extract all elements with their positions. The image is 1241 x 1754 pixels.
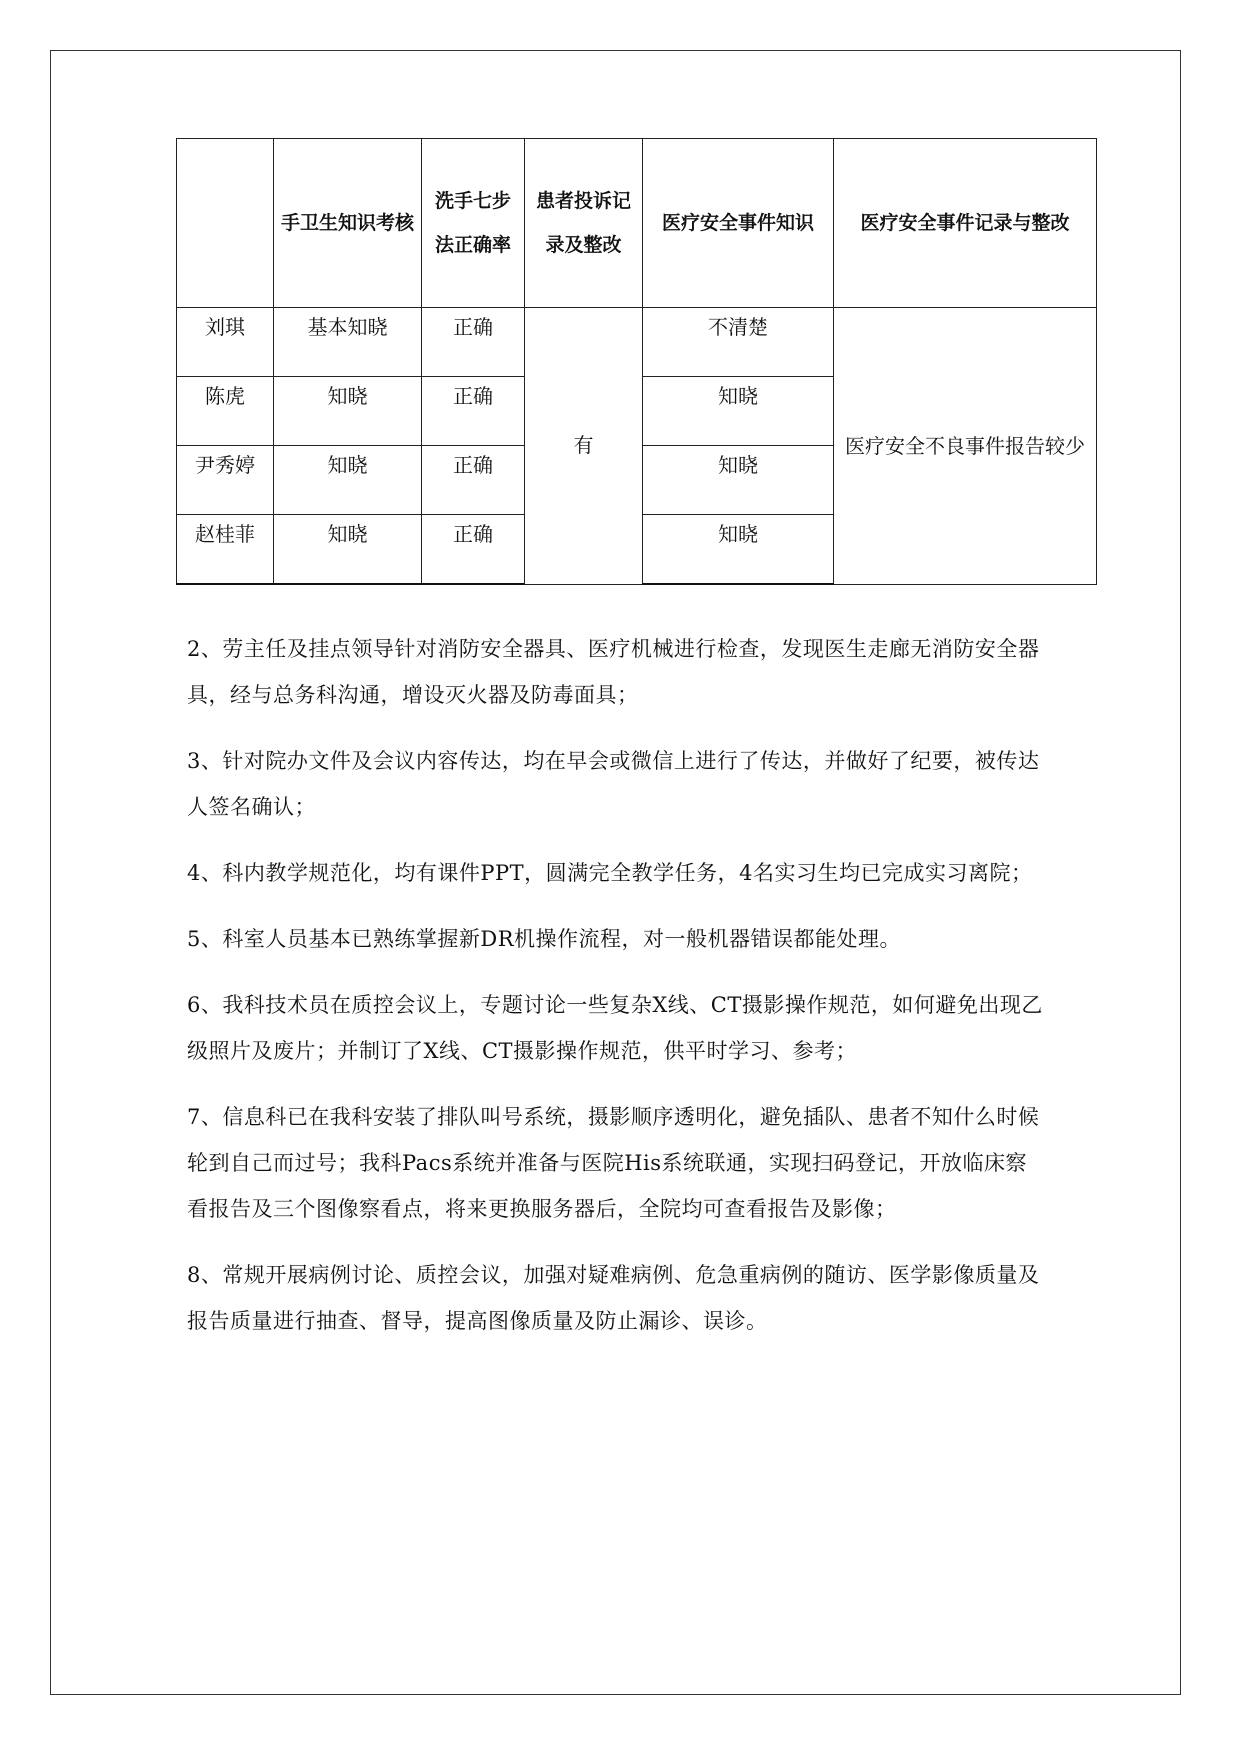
- report-item-4: 4、科内教学规范化，均有课件PPT，圆满完全教学任务，4名实习生均已完成实习离院；: [187, 861, 1033, 885]
- header-safety-knowledge: 医疗安全事件知识: [643, 139, 834, 308]
- assessment-table: [176, 138, 1097, 585]
- cell-hand-hygiene: 知晓: [274, 377, 422, 446]
- cell-safety-knowledge: 知晓: [643, 515, 834, 585]
- report-items: [187, 626, 1047, 1364]
- cell-safety-knowledge: 不清楚: [643, 308, 834, 377]
- report-item-2: 2、劳主任及挂点领导针对消防安全器具、医疗机械进行检查，发现医生走廊无消防安全器具，经与总务科沟通，增设灭火器及防毒面具；: [187, 637, 1040, 707]
- header-handwash-steps: 洗手七步法正确率: [422, 139, 525, 308]
- report-item-3: 3、针对院办文件及会议内容传达，均在早会或微信上进行了传达，并做好了纪要，被传达人签名确认；: [187, 749, 1040, 819]
- cell-hand-hygiene: 知晓: [274, 446, 422, 515]
- cell-name: 赵桂菲: [177, 515, 274, 585]
- cell-name: 尹秀婷: [177, 446, 274, 515]
- table-header-row: [177, 139, 1097, 308]
- cell-hand-hygiene: 知晓: [274, 515, 422, 585]
- cell-handwash: 正确: [422, 515, 525, 585]
- cell-complaints-merged: 有: [525, 308, 643, 585]
- header-hand-hygiene: 手卫生知识考核: [274, 139, 422, 308]
- cell-name: 刘琪: [177, 308, 274, 377]
- cell-hand-hygiene: 基本知晓: [274, 308, 422, 377]
- header-safety-records: 医疗安全事件记录与整改: [834, 139, 1097, 308]
- report-item-8: 8、常规开展病例讨论、质控会议，加强对疑难病例、危急重病例的随访、医学影像质量及报告质量进行抽查、督导，提高图像质量及防止漏诊、误诊。: [187, 1263, 1040, 1333]
- cell-handwash: 正确: [422, 377, 525, 446]
- report-item-6: 6、我科技术员在质控会议上，专题讨论一些复杂X线、CT摄影操作规范，如何避免出现乙级照片及废片；并制订了X线、CT摄影操作规范，供平时学习、参考；: [187, 993, 1043, 1063]
- cell-safety-knowledge: 知晓: [643, 377, 834, 446]
- report-item-5: 5、科室人员基本已熟练掌握新DR机操作流程，对一般机器错误都能处理。: [187, 927, 902, 951]
- cell-safety-knowledge: 知晓: [643, 446, 834, 515]
- table-row: [177, 308, 1097, 377]
- header-name: [177, 139, 274, 308]
- header-complaints: 患者投诉记录及整改: [525, 139, 643, 308]
- cell-handwash: 正确: [422, 308, 525, 377]
- cell-name: 陈虎: [177, 377, 274, 446]
- cell-safety-records-merged: 医疗安全不良事件报告较少: [834, 308, 1097, 585]
- cell-handwash: 正确: [422, 446, 525, 515]
- report-item-7: 7、信息科已在我科安装了排队叫号系统，摄影顺序透明化，避免插队、患者不知什么时候轮到自己而过号；我科Pacs系统并准备与医院His系统联通，实现扫码登记，开放临床察看报告及三个图像察看点，将来更换服务器后，全院均可查看报告及影像；: [187, 1105, 1040, 1221]
